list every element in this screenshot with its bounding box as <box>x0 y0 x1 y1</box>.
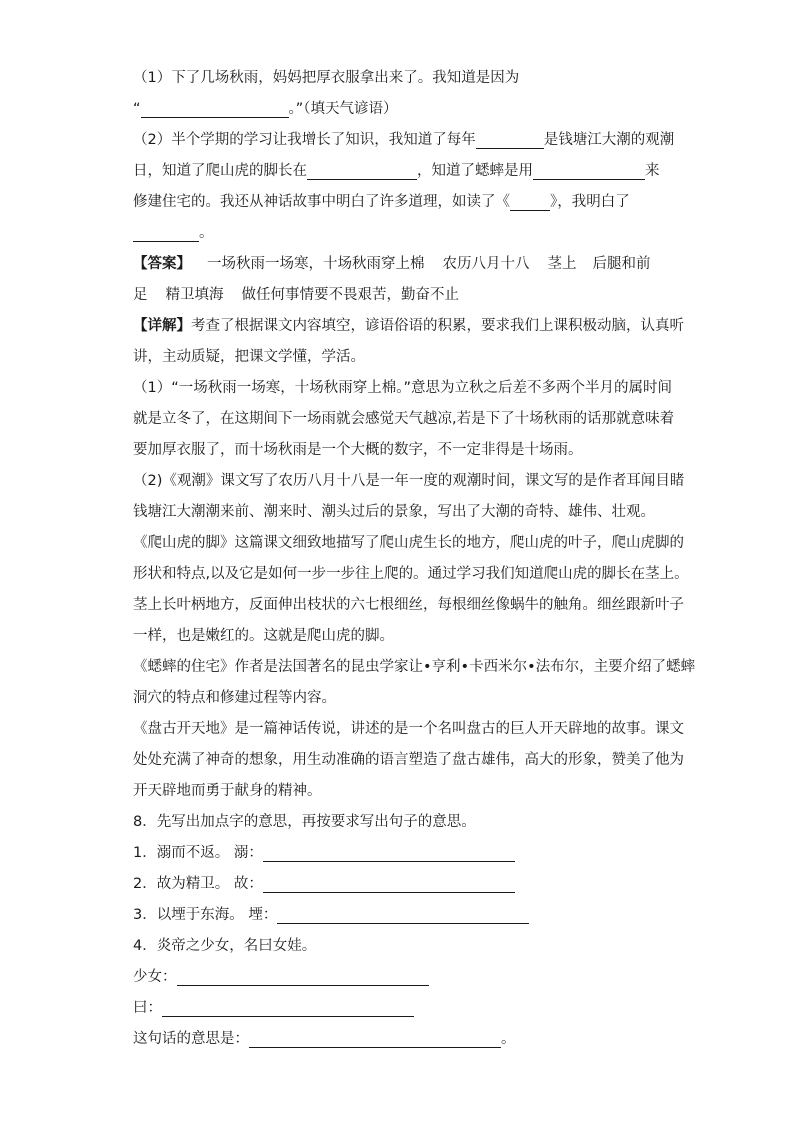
q7-part2-line2 <box>133 156 663 187</box>
detail-line <box>133 435 663 466</box>
detail-line <box>133 311 684 342</box>
detail-text: 开天辟地而勇于献身的精神。 <box>133 783 322 799</box>
q8-item-text: 1．溺而不返。 溺： <box>133 845 263 861</box>
detail-text: 《爬山虎的脚》这篇课文细致地描写了爬山虎生长的地方，爬山虎的叶子，爬山虎脚的 <box>133 535 684 551</box>
detail-text: 处处充满了神奇的想象，用生动准确的语言塑造了盘古雄伟，高大的形象，赞美了他为 <box>133 752 684 768</box>
detail-line <box>133 559 689 590</box>
q7-part1-line2 <box>133 94 663 125</box>
answer-item: 茎上 <box>547 256 577 272</box>
detail-line <box>133 745 684 776</box>
myth-title-blank[interactable] <box>510 191 550 211</box>
answer-item: 足 <box>133 287 148 303</box>
answer-blank[interactable] <box>263 873 515 893</box>
q7-part2-line1 <box>133 125 675 156</box>
open-quote: “ <box>133 101 141 117</box>
detail-text: 《蟋蟀的住宅》作者是法国著名的昆虫学家让•亨利•卡西米尔•法布尔，主要介绍了蟋蟀 <box>133 659 696 675</box>
q8-title-text: 8．先写出加点字的意思，再按要求写出句子的意思。 <box>133 814 476 830</box>
detail-line <box>133 373 672 404</box>
detail-line <box>133 683 663 714</box>
meaning-end: 。 <box>501 1031 516 1047</box>
q8-item <box>133 838 663 869</box>
detail-text: 考查了根据课文内容填空，谚语俗语的积累，要求我们上课积极动脑，认真听 <box>191 318 684 334</box>
q7-part1-line1 <box>133 63 663 94</box>
detail-text: 一样，也是嫩红的。这就是爬山虎的脚。 <box>133 628 394 644</box>
detail-label: 【详解】 <box>133 318 191 334</box>
detail-text: 讲，主动质疑，把课文学懂，学活。 <box>133 349 365 365</box>
detail-text: 就是立冬了，在这期间下一场雨就会感觉天气越凉,若是下了十场秋雨的话那就意味着 <box>133 411 675 427</box>
q7-part2-text-h: 。 <box>199 225 214 241</box>
detail-text: 要加厚衣服了，而十场秋雨是一个大概的数字，不一定非得是十场雨。 <box>133 442 583 458</box>
q7-part2-text-e: 来 <box>645 163 660 179</box>
yue-blank[interactable] <box>162 997 414 1017</box>
detail-text: 《盘古开天地》是一篇神话传说，讲述的是一个名叫盘古的巨人开天辟地的故事。课文 <box>133 721 684 737</box>
yue-line <box>133 993 663 1024</box>
cricket-tool-blank[interactable] <box>533 160 645 180</box>
answer-item: 农历八月十八 <box>442 256 530 272</box>
answer-item: 后腿和前 <box>592 256 651 272</box>
detail-text: 洞穴的特点和修建过程等内容。 <box>133 690 336 706</box>
detail-line <box>133 466 685 497</box>
date-blank[interactable] <box>476 129 544 149</box>
meaning-line <box>133 1024 663 1055</box>
answer-line2 <box>133 280 663 311</box>
shaonv-blank[interactable] <box>177 966 429 986</box>
detail-line <box>133 621 663 652</box>
answer-label: 【答案】 <box>133 256 191 272</box>
foot-location-blank[interactable] <box>307 160 417 180</box>
q8-item <box>133 931 663 962</box>
detail-text: 形状和特点,以及它是如何一步一步往上爬的。通过学习我们知道爬山虎的脚长在茎上。 <box>133 566 689 582</box>
detail-text: 茎上长叶柄地方，反面伸出枝状的六七根细丝，每根细丝像蜗牛的触角。细丝跟新叶子 <box>133 597 684 613</box>
meaning-blank[interactable] <box>249 1028 501 1048</box>
q7-part2-text-f: 修建住宅的。我还从神话故事中明白了许多道理，如读了《 <box>133 194 510 210</box>
q8-item-text: 4．炎帝之少女，名曰女娃。 <box>133 938 317 954</box>
detail-line <box>133 497 663 528</box>
detail-line <box>133 652 696 683</box>
q8-title <box>133 807 663 838</box>
detail-line <box>133 590 684 621</box>
q8-item <box>133 900 663 931</box>
q7-part2-text-c: 日，知道了爬山虎的脚长在 <box>133 163 307 179</box>
answer-blank[interactable] <box>277 904 529 924</box>
yue-label: 曰： <box>133 1000 162 1016</box>
meaning-label: 这句话的意思是： <box>133 1031 249 1047</box>
q7-part1-close: 。”（填天气谚语） <box>288 101 398 117</box>
shaonv-label: 少女： <box>133 969 177 985</box>
q7-part2-text-g: 》，我明白了 <box>550 194 630 210</box>
q7-part2-text-d: ，知道了蟋蟀是用 <box>417 163 533 179</box>
q7-part2-line4 <box>133 218 663 249</box>
detail-line <box>133 404 675 435</box>
shaonv-line <box>133 962 663 993</box>
answer-item: 一场秋雨一场寒，十场秋雨穿上棉 <box>207 256 425 272</box>
answer-item: 做任何事情要不畏艰苦，勤奋不止 <box>241 287 459 303</box>
q7-part2-text-a: （2）半个学期的学习让我增长了知识，我知道了每年 <box>133 132 476 148</box>
detail-line <box>133 776 663 807</box>
q7-part2-line3 <box>133 187 663 218</box>
q8-item <box>133 869 663 900</box>
document-content <box>133 63 696 1055</box>
q8-item-text: 2．故为精卫。 故： <box>133 876 263 892</box>
detail-line <box>133 342 663 373</box>
detail-text: 钱塘江大潮潮来前、潮来时、潮头过后的景象，写出了大潮的奇特、雄伟、壮观。 <box>133 504 655 520</box>
answer-line1 <box>133 249 663 280</box>
answer-blank[interactable] <box>263 842 515 862</box>
q8-item-text: 3．以堙于东海。 堙： <box>133 907 278 923</box>
detail-text: （2)《观潮》课文写了农历八月十八是一年一度的观潮时间，课文写的是作者耳闻目睹 <box>133 473 685 489</box>
detail-line <box>133 714 684 745</box>
detail-text: （1）“一场秋雨一场寒，十场秋雨穿上棉。”意思为立秋之后差不多两个半月的属时间 <box>133 380 672 396</box>
lesson-blank[interactable] <box>133 222 199 242</box>
answer-item: 精卫填海 <box>165 287 224 303</box>
q7-part2-text-b: 是钱塘江大潮的观潮 <box>543 132 675 148</box>
detail-line <box>133 528 684 559</box>
q7-part1-text: （1）下了几场秋雨，妈妈把厚衣服拿出来了。我知道是因为 <box>133 70 520 86</box>
proverb-blank[interactable] <box>141 98 289 118</box>
